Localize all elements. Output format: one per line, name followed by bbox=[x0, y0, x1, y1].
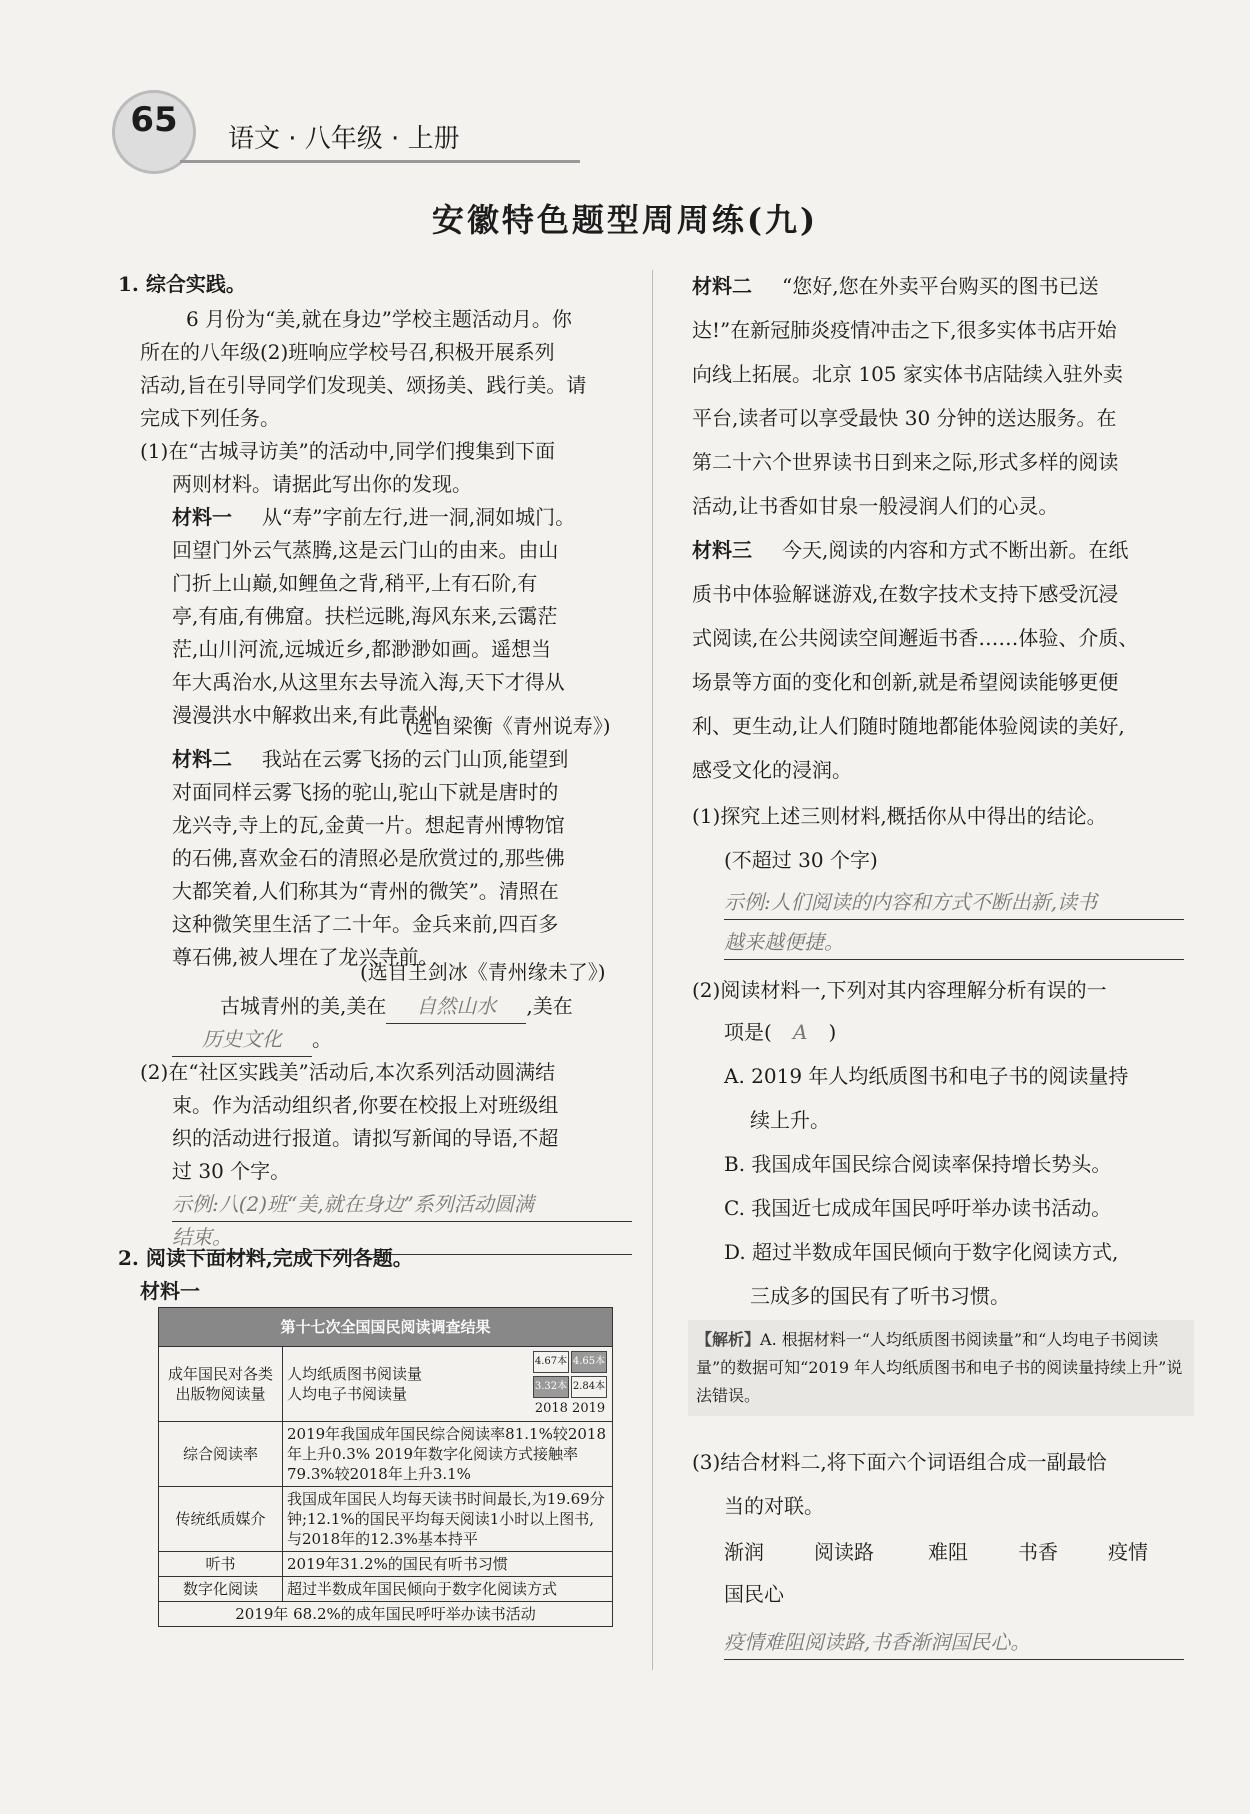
q1-intro-line: 6 月份为“美,就在身边”学校主题活动月。你 bbox=[186, 307, 572, 331]
q1-line: (不超过 30 个字) bbox=[724, 848, 878, 872]
material-3-line: 利、更生动,让人们随时随地都能体验阅读的美好, bbox=[692, 714, 1125, 738]
material-1-line: 漫漫洪水中解救出来,有此青州。 bbox=[172, 703, 459, 727]
bar-value: 3.32本 bbox=[533, 1376, 569, 1398]
fill-answer-1[interactable]: 自然山水 bbox=[386, 990, 526, 1024]
table-row-label: 听书 bbox=[159, 1552, 283, 1577]
table-item: 人均电子书阅读量 bbox=[287, 1385, 408, 1403]
fill-mid: ,美在 bbox=[526, 994, 573, 1018]
word-item: 国民心 bbox=[724, 1582, 784, 1606]
q1-answer-line[interactable]: 越来越便捷。 bbox=[724, 926, 1184, 960]
page-number: 65 bbox=[130, 100, 178, 140]
material-2-label: 材料二 bbox=[172, 747, 232, 771]
q2-title: 2. 阅读下面材料,完成下列各题。 bbox=[118, 1246, 413, 1270]
material-1-line: 茫,山川河流,远城近乡,都渺渺如画。遥想当 bbox=[172, 637, 552, 661]
material-2-line: 对面同样云雾飞扬的驼山,驼山下就是唐时的 bbox=[172, 780, 559, 804]
page-title: 安徽特色题型周周练(九) bbox=[431, 201, 819, 239]
fill-prefix: 古城青州的美,美在 bbox=[220, 994, 387, 1018]
option-a: A. 2019 年人均纸质图书和电子书的阅读量持 bbox=[724, 1064, 1129, 1088]
q1-sub2-line: 过 30 个字。 bbox=[172, 1159, 291, 1183]
q2-material-1-label: 材料一 bbox=[140, 1279, 200, 1303]
survey-table bbox=[158, 1307, 613, 1627]
q2-prefix: 项是( bbox=[724, 1020, 772, 1044]
material-1-line: 年大禹治水,从这里东去导流入海,天下才得从 bbox=[172, 670, 565, 694]
table-footer-row: 2019年 68.2%的成年国民呼吁举办读书活动 bbox=[159, 1602, 613, 1627]
option-d-cont: 三成多的国民有了听书习惯。 bbox=[750, 1284, 1010, 1308]
material-3-line: 质书中体验解谜游戏,在数字技术支持下感受沉浸 bbox=[692, 582, 1119, 606]
option-c: C. 我国近七成成年国民呼吁举办读书活动。 bbox=[724, 1196, 1112, 1220]
q1-sub1-line: (1)在“古城寻访美”的活动中,同学们搜集到下面 bbox=[140, 439, 556, 463]
bar-value: 2.84本 bbox=[571, 1376, 607, 1398]
q1-answer-line[interactable]: 示例:人们阅读的内容和方式不断出新,读书 bbox=[724, 886, 1184, 920]
q2-close: ) bbox=[828, 1020, 837, 1044]
table-row-content: 我国成年国民人均每天读书时间最长,为19.69分钟;12.1%的国民平均每天阅读1小时以上图书,与2018年的12.3%基本持平 bbox=[283, 1487, 613, 1552]
material-2-line: 我站在云雾飞扬的云门山顶,能望到 bbox=[262, 747, 569, 771]
material-3-line: 场景等方面的变化和创新,就是希望阅读能够更便 bbox=[692, 670, 1119, 694]
book-subject: 语文 · 八年级 · 上册 bbox=[228, 124, 460, 154]
table-item: 人均纸质图书阅读量 bbox=[287, 1365, 423, 1383]
material-2-line: “您好,您在外卖平台购买的图书已送 bbox=[782, 274, 1099, 298]
material-2-line: 第二十六个世界读书日到来之际,形式多样的阅读 bbox=[692, 450, 1119, 474]
table-row-content: 2019年31.2%的国民有听书习惯 bbox=[283, 1552, 613, 1577]
option-d: D. 超过半数成年国民倾向于数字化阅读方式, bbox=[724, 1240, 1119, 1264]
word-item: 难阻 bbox=[928, 1540, 968, 1564]
bar-value: 4.65本 bbox=[571, 1351, 607, 1373]
q1-sub1-line: 两则材料。请据此写出你的发现。 bbox=[172, 472, 472, 496]
material-2-line: 大都笑着,人们称其为“青州的微笑”。清照在 bbox=[172, 879, 559, 903]
table-years: 2018 2019 bbox=[534, 1401, 606, 1416]
option-a-cont: 续上升。 bbox=[750, 1108, 830, 1132]
table-row-label: 成年国民对各类出版物阅读量 bbox=[159, 1347, 283, 1422]
q1-line: (1)探究上述三则材料,概括你从中得出的结论。 bbox=[692, 804, 1107, 828]
material-2-line: 这种微笑里生活了二十年。金兵来前,四百多 bbox=[172, 912, 559, 936]
q1-sub2-line: 束。作为活动组织者,你要在校报上对班级组 bbox=[172, 1093, 559, 1117]
material-2-line: 尊石佛,被人埋在了龙兴寺前。 bbox=[172, 945, 439, 969]
word-item: 疫情 bbox=[1108, 1540, 1148, 1564]
explain-label: 【解析】 bbox=[696, 1330, 761, 1349]
q1-sub2-line: 织的活动进行报道。请拟写新闻的导语,不超 bbox=[172, 1126, 559, 1150]
column-divider bbox=[652, 270, 653, 1670]
q3-answer[interactable]: 疫情难阻阅读路,书香渐润国民心。 bbox=[724, 1626, 1184, 1660]
sub2-answer-line[interactable]: 结束。 bbox=[172, 1221, 632, 1255]
material-2-line: 平台,读者可以享受最快 30 分钟的送达服务。在 bbox=[692, 406, 1117, 430]
material-1-line: 回望门外云气蒸腾,这是云门山的由来。由山 bbox=[172, 538, 559, 562]
table-row-content: 2019年我国成年国民综合阅读率81.1%较2018年上升0.3% 2019年数字化阅读方式接触率79.3%较2018年上升3.1% bbox=[283, 1422, 613, 1487]
q3-line: (3)结合材料二,将下面六个词语组合成一副最恰 bbox=[692, 1450, 1107, 1474]
fill-end: 。 bbox=[312, 1027, 332, 1051]
material-3-line: 式阅读,在公共阅读空间邂逅书香……体验、介质、 bbox=[692, 626, 1139, 650]
q1-intro-line: 所在的八年级(2)班响应学校号召,积极开展系列 bbox=[140, 340, 555, 364]
q2-line-2 bbox=[724, 1016, 836, 1049]
material-2-line: 活动,让书香如甘泉一般浸润人们的心灵。 bbox=[692, 494, 1059, 518]
option-b: B. 我国成年国民综合阅读率保持增长势头。 bbox=[724, 1152, 1112, 1176]
header-divider bbox=[180, 160, 580, 163]
fill-sentence-2 bbox=[172, 1023, 332, 1057]
material-3-line: 感受文化的浸润。 bbox=[692, 758, 852, 782]
survey-table-wrap bbox=[158, 1307, 613, 1627]
word-item: 渐润 bbox=[724, 1540, 764, 1564]
q2-answer[interactable]: A bbox=[792, 1020, 808, 1044]
q1-intro-line: 完成下列任务。 bbox=[140, 406, 280, 430]
q1-intro-line: 活动,旨在引导同学们发现美、颂扬美、践行美。请 bbox=[140, 373, 587, 397]
material-2-line: 龙兴寺,寺上的瓦,金黄一片。想起青州博物馆 bbox=[172, 813, 565, 837]
table-row-label: 综合阅读率 bbox=[159, 1422, 283, 1487]
table-row-label: 传统纸质媒介 bbox=[159, 1487, 283, 1552]
table-row-label: 数字化阅读 bbox=[159, 1577, 283, 1602]
material-1-line: 从“寿”字前左行,进一洞,洞如城门。 bbox=[262, 505, 576, 529]
q3-line: 当的对联。 bbox=[724, 1494, 824, 1518]
table-title: 第十七次全国国民阅读调查结果 bbox=[159, 1308, 613, 1347]
material-1-source: (选自梁衡《青州说寿》) bbox=[405, 714, 611, 738]
table-row-content bbox=[283, 1347, 613, 1422]
explain-text: A. 根据材料一“人均纸质图书阅读量”和“人均电子书阅读量”的数据可知“2019 年人均纸质图书和电子书的阅读量持续上升”说法错误。 bbox=[696, 1330, 1183, 1405]
bar-value: 4.67本 bbox=[533, 1351, 569, 1373]
material-1-line: 门折上山巅,如鲤鱼之背,稍平,上有石阶,有 bbox=[172, 571, 538, 595]
word-item: 阅读路 bbox=[814, 1540, 874, 1564]
material-2-line: 的石佛,喜欢金石的清照必是欣赏过的,那些佛 bbox=[172, 846, 565, 870]
table-row-content: 超过半数成年国民倾向于数字化阅读方式 bbox=[283, 1577, 613, 1602]
fill-answer-2[interactable]: 历史文化 bbox=[172, 1023, 312, 1057]
material-1-line: 亭,有庙,有佛窟。扶栏远眺,海风东来,云霭茫 bbox=[172, 604, 558, 628]
material-3-label: 材料三 bbox=[692, 538, 752, 562]
fill-sentence bbox=[220, 990, 573, 1024]
material-3-line: 今天,阅读的内容和方式不断出新。在纸 bbox=[782, 538, 1129, 562]
explanation-box bbox=[688, 1320, 1194, 1416]
material-2-line: 向线上拓展。北京 105 家实体书店陆续入驻外卖 bbox=[692, 362, 1123, 386]
material-2-source: (选自王剑冰《青州缘未了》) bbox=[360, 960, 606, 984]
material-2-line: 达!”在新冠肺炎疫情冲击之下,很多实体书店开始 bbox=[692, 318, 1117, 342]
q1-sub2-line: (2)在“社区实践美”活动后,本次系列活动圆满结 bbox=[140, 1060, 556, 1084]
q2-line: (2)阅读材料一,下列对其内容理解分析有误的一 bbox=[692, 978, 1107, 1002]
q1-title: 1. 综合实践。 bbox=[118, 272, 246, 296]
material-2-label: 材料二 bbox=[692, 274, 752, 298]
sub2-answer-line[interactable]: 示例:八(2)班“美,就在身边”系列活动圆满 bbox=[172, 1188, 632, 1222]
word-item: 书香 bbox=[1018, 1540, 1058, 1564]
material-1-label: 材料一 bbox=[172, 505, 232, 529]
